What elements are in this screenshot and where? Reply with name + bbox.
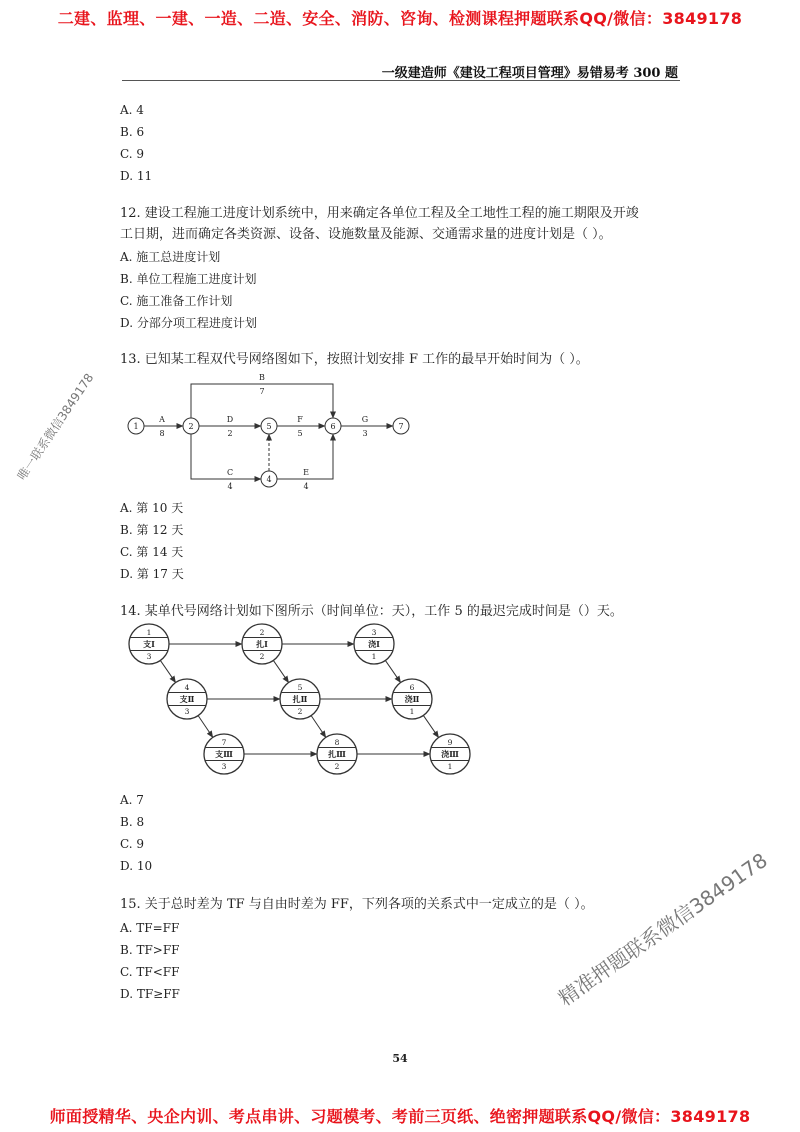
q14-node-3-duration: 1 — [371, 652, 377, 661]
q14-option-b: B. 8 — [120, 815, 145, 829]
q14-node-6 — [392, 679, 432, 719]
page-number: 54 — [392, 1052, 408, 1065]
watermark-left: 唯一联系微信3849178 — [14, 370, 97, 483]
q14-node-9-name: 浇Ⅲ — [441, 749, 459, 759]
q14-node-8-id: 8 — [334, 738, 340, 747]
top-banner: 二建、监理、一建、一造、二造、安全、消防、咨询、检测课程押题联系QQ/微信：3849178 — [57, 9, 743, 28]
q14-node-7 — [204, 734, 244, 774]
q14-node-7-name: 支Ⅲ — [215, 749, 233, 759]
q14-node-5-duration: 2 — [297, 707, 303, 716]
q12-option-b: B. 单位工程施工进度计划 — [120, 272, 257, 286]
q14-node-4-name: 支Ⅱ — [179, 694, 195, 704]
q15-option-c: C. TF<FF — [120, 965, 180, 979]
running-header: 一级建造师《建设工程项目管理》易错易考 300 题 — [381, 66, 678, 81]
q13-label-b: B — [259, 373, 265, 382]
q13-duration-b: 7 — [259, 387, 265, 396]
q12-option-a: A. 施工总进度计划 — [120, 250, 221, 264]
q14-node-7-id: 7 — [221, 738, 227, 747]
q12-option-c: C. 施工准备工作计划 — [120, 294, 233, 308]
q13-node-2-label: 2 — [188, 422, 194, 431]
q14-arrow-5-8 — [311, 716, 326, 738]
q14-node-5-id: 5 — [297, 683, 303, 692]
q14-option-d: D. 10 — [120, 859, 153, 873]
q14-node-9 — [430, 734, 470, 774]
q14-arrow-2-5 — [273, 660, 288, 682]
q13-label-g: G — [361, 415, 369, 424]
q14-node-6-duration: 1 — [409, 707, 415, 716]
q14-stem: 14. 某单代号网络计划如下图所示（时间单位：天），工作 5 的最迟完成时间是（）天。 — [120, 604, 623, 619]
q14-arrow-4-7 — [198, 716, 213, 738]
q12-stem-line2: 工日期，进而确定各类资源、设备、设施数量及能源、交通需求量的进度计划是（ ）。 — [120, 227, 612, 242]
q14-node-1-name: 支Ⅰ — [143, 639, 155, 649]
q15-stem: 15. 关于总时差为 TF 与自由时差为 FF，下列各项的关系式中一定成立的是（ ）。 — [120, 897, 594, 912]
q13-option-a: A. 第 10 天 — [120, 501, 184, 515]
q11-option-c: C. 9 — [120, 147, 145, 161]
header-rule — [122, 80, 680, 81]
q13-duration-c: 4 — [227, 482, 233, 491]
q13-duration-d: 2 — [227, 429, 233, 438]
q14-node-3-name: 浇Ⅰ — [368, 639, 380, 649]
q11-option-a: A. 4 — [120, 103, 144, 117]
q15-option-d: D. TF≥FF — [120, 987, 180, 1001]
q14-node-1-id: 1 — [146, 628, 152, 637]
q13-duration-g: 3 — [362, 429, 368, 438]
q13-network-diagram — [120, 370, 420, 495]
q12-option-d: D. 分部分项工程进度计划 — [120, 316, 257, 330]
q13-duration-e: 4 — [303, 482, 309, 491]
q14-node-4-id: 4 — [184, 683, 190, 692]
q13-option-d: D. 第 17 天 — [120, 567, 184, 581]
q14-node-4-duration: 3 — [184, 707, 190, 716]
q13-node-5-label: 5 — [266, 422, 272, 431]
q13-duration-f: 5 — [297, 429, 303, 438]
q13-node-7-label: 7 — [398, 422, 404, 431]
q14-node-3-id: 3 — [371, 628, 377, 637]
q14-option-a: A. 7 — [120, 793, 144, 807]
q15-option-b: B. TF>FF — [120, 943, 180, 957]
q14-node-8-duration: 2 — [334, 762, 340, 771]
q12-stem-line1: 12. 建设工程施工进度计划系统中，用来确定各单位工程及全工地性工程的施工期限及开竣 — [120, 206, 639, 221]
q14-node-8 — [317, 734, 357, 774]
q14-arrow-6-9 — [423, 715, 438, 737]
q14-arrow-3-6 — [385, 660, 400, 682]
q14-node-8-name: 扎Ⅲ — [328, 749, 346, 759]
q14-node-4 — [167, 679, 207, 719]
watermark-right: 精准押题联系微信3849178 — [553, 848, 772, 1011]
q14-node-2 — [242, 624, 282, 664]
q14-node-6-name: 浇Ⅱ — [404, 694, 420, 704]
q14-node-1-duration: 3 — [146, 652, 152, 661]
q14-node-3 — [354, 624, 394, 664]
q13-node-1-label: 1 — [133, 422, 139, 431]
q13-option-b: B. 第 12 天 — [120, 523, 184, 537]
q11-option-d: D. 11 — [120, 169, 153, 183]
q14-node-5-name: 扎Ⅱ — [292, 694, 308, 704]
bottom-banner: 师面授精华、央企内训、考点串讲、习题模考、考前三页纸、绝密押题联系QQ/微信：3849178 — [49, 1107, 751, 1126]
q13-label-c: C — [226, 468, 234, 477]
q14-node-1 — [129, 624, 169, 664]
q14-node-9-duration: 1 — [447, 762, 453, 771]
q14-node-2-name: 扎Ⅰ — [256, 639, 268, 649]
q13-label-a: A — [159, 415, 165, 424]
q14-option-c: C. 9 — [120, 837, 145, 851]
q13-label-e: E — [303, 468, 309, 477]
q14-node-7-duration: 3 — [221, 762, 227, 771]
q14-arrow-1-4 — [160, 660, 175, 682]
q13-duration-a: 8 — [159, 429, 165, 438]
q14-node-9-id: 9 — [447, 738, 453, 747]
q14-node-5 — [280, 679, 320, 719]
q13-label-f: F — [297, 415, 303, 424]
q14-network-diagram — [120, 620, 480, 780]
q11-option-b: B. 6 — [120, 125, 145, 139]
q14-node-2-duration: 2 — [259, 652, 265, 661]
q13-stem: 13. 已知某工程双代号网络图如下，按照计划安排 F 工作的最早开始时间为（ ）。 — [120, 352, 589, 367]
q13-label-d: D — [226, 415, 234, 424]
q13-node-4-label: 4 — [266, 475, 272, 484]
q13-node-6-label: 6 — [330, 422, 336, 431]
q15-option-a: A. TF=FF — [120, 921, 180, 935]
q14-node-2-id: 2 — [259, 628, 265, 637]
q13-option-c: C. 第 14 天 — [120, 545, 184, 559]
q14-node-6-id: 6 — [409, 683, 415, 692]
